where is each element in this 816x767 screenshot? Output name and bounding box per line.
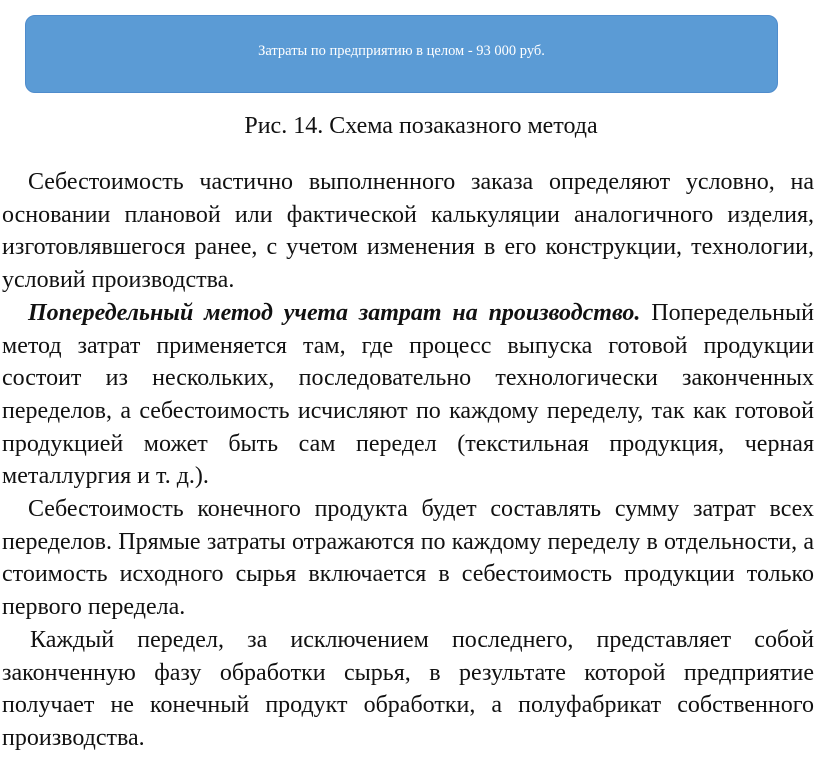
paragraph-2-text: Попередельный метод затрат применяется там, где процесс выпуска готовой продукции состоит из нескольких, последовательно технологически законченных переделов, а себестоимость исчисляют по каждому переделу, так как готовой продукцией может быть сам передел (текстильная продукция, черная металлургия и т. д.).: [2, 299, 814, 490]
banner-text: Затраты по предприятию в целом - 93 000 руб.: [258, 42, 545, 59]
paragraph-1: [2, 166, 814, 297]
paragraph-4-text: Каждый передел, за исключением последнего, представляет собой законченную фазу обработки сырья, в результате которой предприятие получает не конечный продукт обработки, а полуфабрикат собственного производства.: [2, 626, 814, 751]
figure-caption: Рис. 14. Схема позаказного метода: [244, 113, 598, 139]
paragraph-1-text: Себестоимость частично выполненного заказа определяют условно, на основании плановой или фактической калькуляции аналогичного изделия, изготовлявшегося ранее, с учетом изменения в его конструкции, технологии, условий производства.: [2, 169, 814, 294]
section-heading: Попередельный метод учета затрат на производство.: [28, 299, 641, 326]
total-costs-banner: [25, 15, 778, 93]
document-body: [2, 166, 814, 755]
paragraph-3: [2, 493, 814, 624]
paragraph-3-text: Себестоимость конечного продукта будет составлять сумму затрат всех переделов. Прямые затраты отражаются по каждому переделу в отдельности, а стоимость исходного сырья включается в себестоимость продукции только первого передела.: [2, 496, 814, 621]
paragraph-4: [2, 624, 814, 755]
paragraph-2: [2, 297, 814, 493]
